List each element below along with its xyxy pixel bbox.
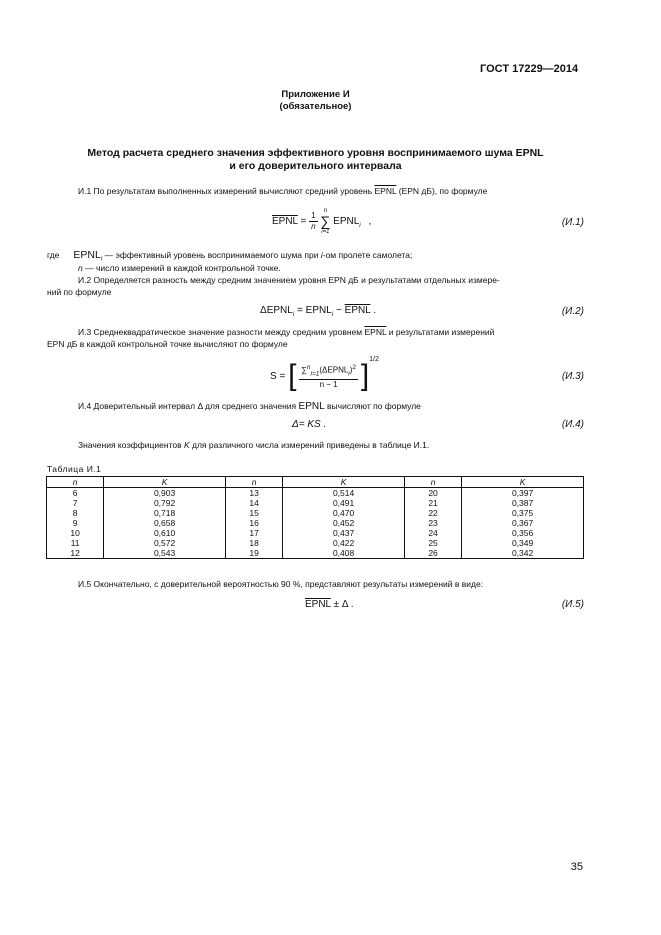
table-cell: 0,792 bbox=[104, 498, 226, 508]
table-cell: 10 bbox=[47, 528, 104, 538]
table-row bbox=[47, 488, 584, 499]
equation-number-i1: (И.1) bbox=[561, 217, 584, 228]
table-cell: 0,387 bbox=[462, 498, 584, 508]
table-cell: 0,342 bbox=[462, 548, 584, 559]
fraction: $\frac{1}{n}$ bbox=[311, 211, 316, 231]
table-cell: 0,658 bbox=[104, 518, 226, 528]
table-header: n bbox=[404, 477, 461, 488]
where-epnl-line: где $EPNL_i$ — эффективный уровень воспринимаемого шума при i-ом пролете самолета; bbox=[47, 249, 413, 263]
table-cell: 18 bbox=[225, 538, 282, 548]
table-cell: 26 bbox=[404, 548, 461, 559]
fraction: $\frac{\sum^n_{i=1}(\Delta EPNL_i)^2}{n - 1}$ bbox=[301, 363, 357, 389]
table-cell: 20 bbox=[404, 488, 461, 499]
table-cell: 7 bbox=[47, 498, 104, 508]
paragraph-table-ref: Значения коэффициентов K для различного числа измерений приведены в таблице И.1. bbox=[78, 440, 430, 450]
table-cell: 24 bbox=[404, 528, 461, 538]
table-cell: 0,349 bbox=[462, 538, 584, 548]
table-cell: 0,491 bbox=[283, 498, 405, 508]
table-row bbox=[47, 498, 584, 508]
table-cell: 25 bbox=[404, 538, 461, 548]
table-cell: 21 bbox=[404, 498, 461, 508]
section-title bbox=[40, 147, 591, 172]
table-cell: 12 bbox=[47, 548, 104, 559]
table-cell: 0,514 bbox=[283, 488, 405, 499]
formula-i5: EPNL ± Δ . bbox=[305, 599, 354, 610]
paragraph-i4: И.4 Доверительный интервал Δ для среднего значения EPNL вычисляют по формуле bbox=[78, 401, 421, 412]
table-cell: 0,408 bbox=[283, 548, 405, 559]
sum-operator: n ∑ i=1 bbox=[320, 208, 331, 235]
paragraph-i5: И.5 Окончательно, с доверительной вероятностью 90 %, представляют результаты измерений в виде: bbox=[78, 579, 484, 589]
table-header: n bbox=[47, 477, 104, 488]
table-header: n bbox=[225, 477, 282, 488]
table-cell: 0,356 bbox=[462, 528, 584, 538]
table-cell: 8 bbox=[47, 508, 104, 518]
paragraph-i3: И.3 Среднеквадратическое значение разности между средним уровнем EPNL и результатами измерений bbox=[78, 327, 495, 337]
appendix-status: (обязательное) bbox=[279, 101, 352, 112]
table-cell: 15 bbox=[225, 508, 282, 518]
table-cell: 0,375 bbox=[462, 508, 584, 518]
table-cell: 0,903 bbox=[104, 488, 226, 499]
paragraph-i3-cont: EPN дБ в каждой контрольной точке вычисляют по формуле bbox=[47, 339, 288, 349]
table-header-row bbox=[47, 477, 584, 488]
title-line-2: и его доверительного интервала bbox=[229, 159, 402, 172]
table-cell: 11 bbox=[47, 538, 104, 548]
table-cell: 16 bbox=[225, 518, 282, 528]
equation-number-i4: (И.4) bbox=[561, 419, 584, 430]
table-header: K bbox=[462, 477, 584, 488]
coefficients-table bbox=[46, 476, 584, 559]
paragraph-i2-cont: ний по формуле bbox=[47, 287, 112, 297]
table-cell: 0,422 bbox=[283, 538, 405, 548]
table-header: K bbox=[283, 477, 405, 488]
table-caption: Таблица И.1 bbox=[47, 464, 102, 474]
table-row bbox=[47, 508, 584, 518]
table-cell: 14 bbox=[225, 498, 282, 508]
formula-i2: $\Delta EPNL_i$ = $EPNL_i$ − EPNL . bbox=[260, 305, 376, 318]
table-cell: 9 bbox=[47, 518, 104, 528]
paragraph-i2: И.2 Определяется разность между средним значением уровня EPN дБ и результатами отдельных измере- bbox=[78, 275, 500, 285]
table-row bbox=[47, 538, 584, 548]
table-cell: 0,718 bbox=[104, 508, 226, 518]
table-row bbox=[47, 548, 584, 559]
table-cell: 0,470 bbox=[283, 508, 405, 518]
table-cell: 0,610 bbox=[104, 528, 226, 538]
table-row bbox=[47, 528, 584, 538]
formula-i3: S = [ $\frac{\sum^n_{i=1}(\Delta EPNL_i)^2}{n - 1}$ ]$^{1/2}$ bbox=[270, 356, 379, 393]
table-cell: 0,397 bbox=[462, 488, 584, 499]
table-cell: 0,572 bbox=[104, 538, 226, 548]
formula-i1: EPNL = $\frac{1}{n}$ n ∑ i=1 $EPNL_i$ , bbox=[272, 208, 372, 235]
table-cell: 0,367 bbox=[462, 518, 584, 528]
equation-number-i5: (И.5) bbox=[561, 599, 584, 610]
title-line-1: Метод расчета среднего значения эффективного уровня воспринимаемого шума EPNL bbox=[87, 147, 544, 159]
table-cell: 23 bbox=[404, 518, 461, 528]
page-number: 35 bbox=[570, 861, 583, 873]
where-n-line: n — число измерений в каждой контрольной точке. bbox=[78, 263, 281, 273]
table-cell: 19 bbox=[225, 548, 282, 559]
table-row bbox=[47, 518, 584, 528]
formula-i4: Δ= KS . bbox=[292, 419, 327, 430]
table-cell: 17 bbox=[225, 528, 282, 538]
table-cell: 22 bbox=[404, 508, 461, 518]
appendix-label: Приложение И bbox=[281, 89, 350, 100]
table-cell: 0,543 bbox=[104, 548, 226, 559]
table-header: K bbox=[104, 477, 226, 488]
standard-number: ГОСТ 17229—2014 bbox=[480, 63, 579, 75]
equation-number-i2: (И.2) bbox=[561, 306, 584, 317]
table-cell: 0,437 bbox=[283, 528, 405, 538]
paragraph-i1: И.1 По результатам выполненных измерений вычисляют средний уровень EPNL (EPN дБ), по формуле bbox=[78, 186, 488, 196]
table-cell: 6 bbox=[47, 488, 104, 499]
table-cell: 0,452 bbox=[283, 518, 405, 528]
equation-number-i3: (И.3) bbox=[561, 371, 584, 382]
appendix-heading bbox=[0, 89, 631, 113]
table-cell: 13 bbox=[225, 488, 282, 499]
